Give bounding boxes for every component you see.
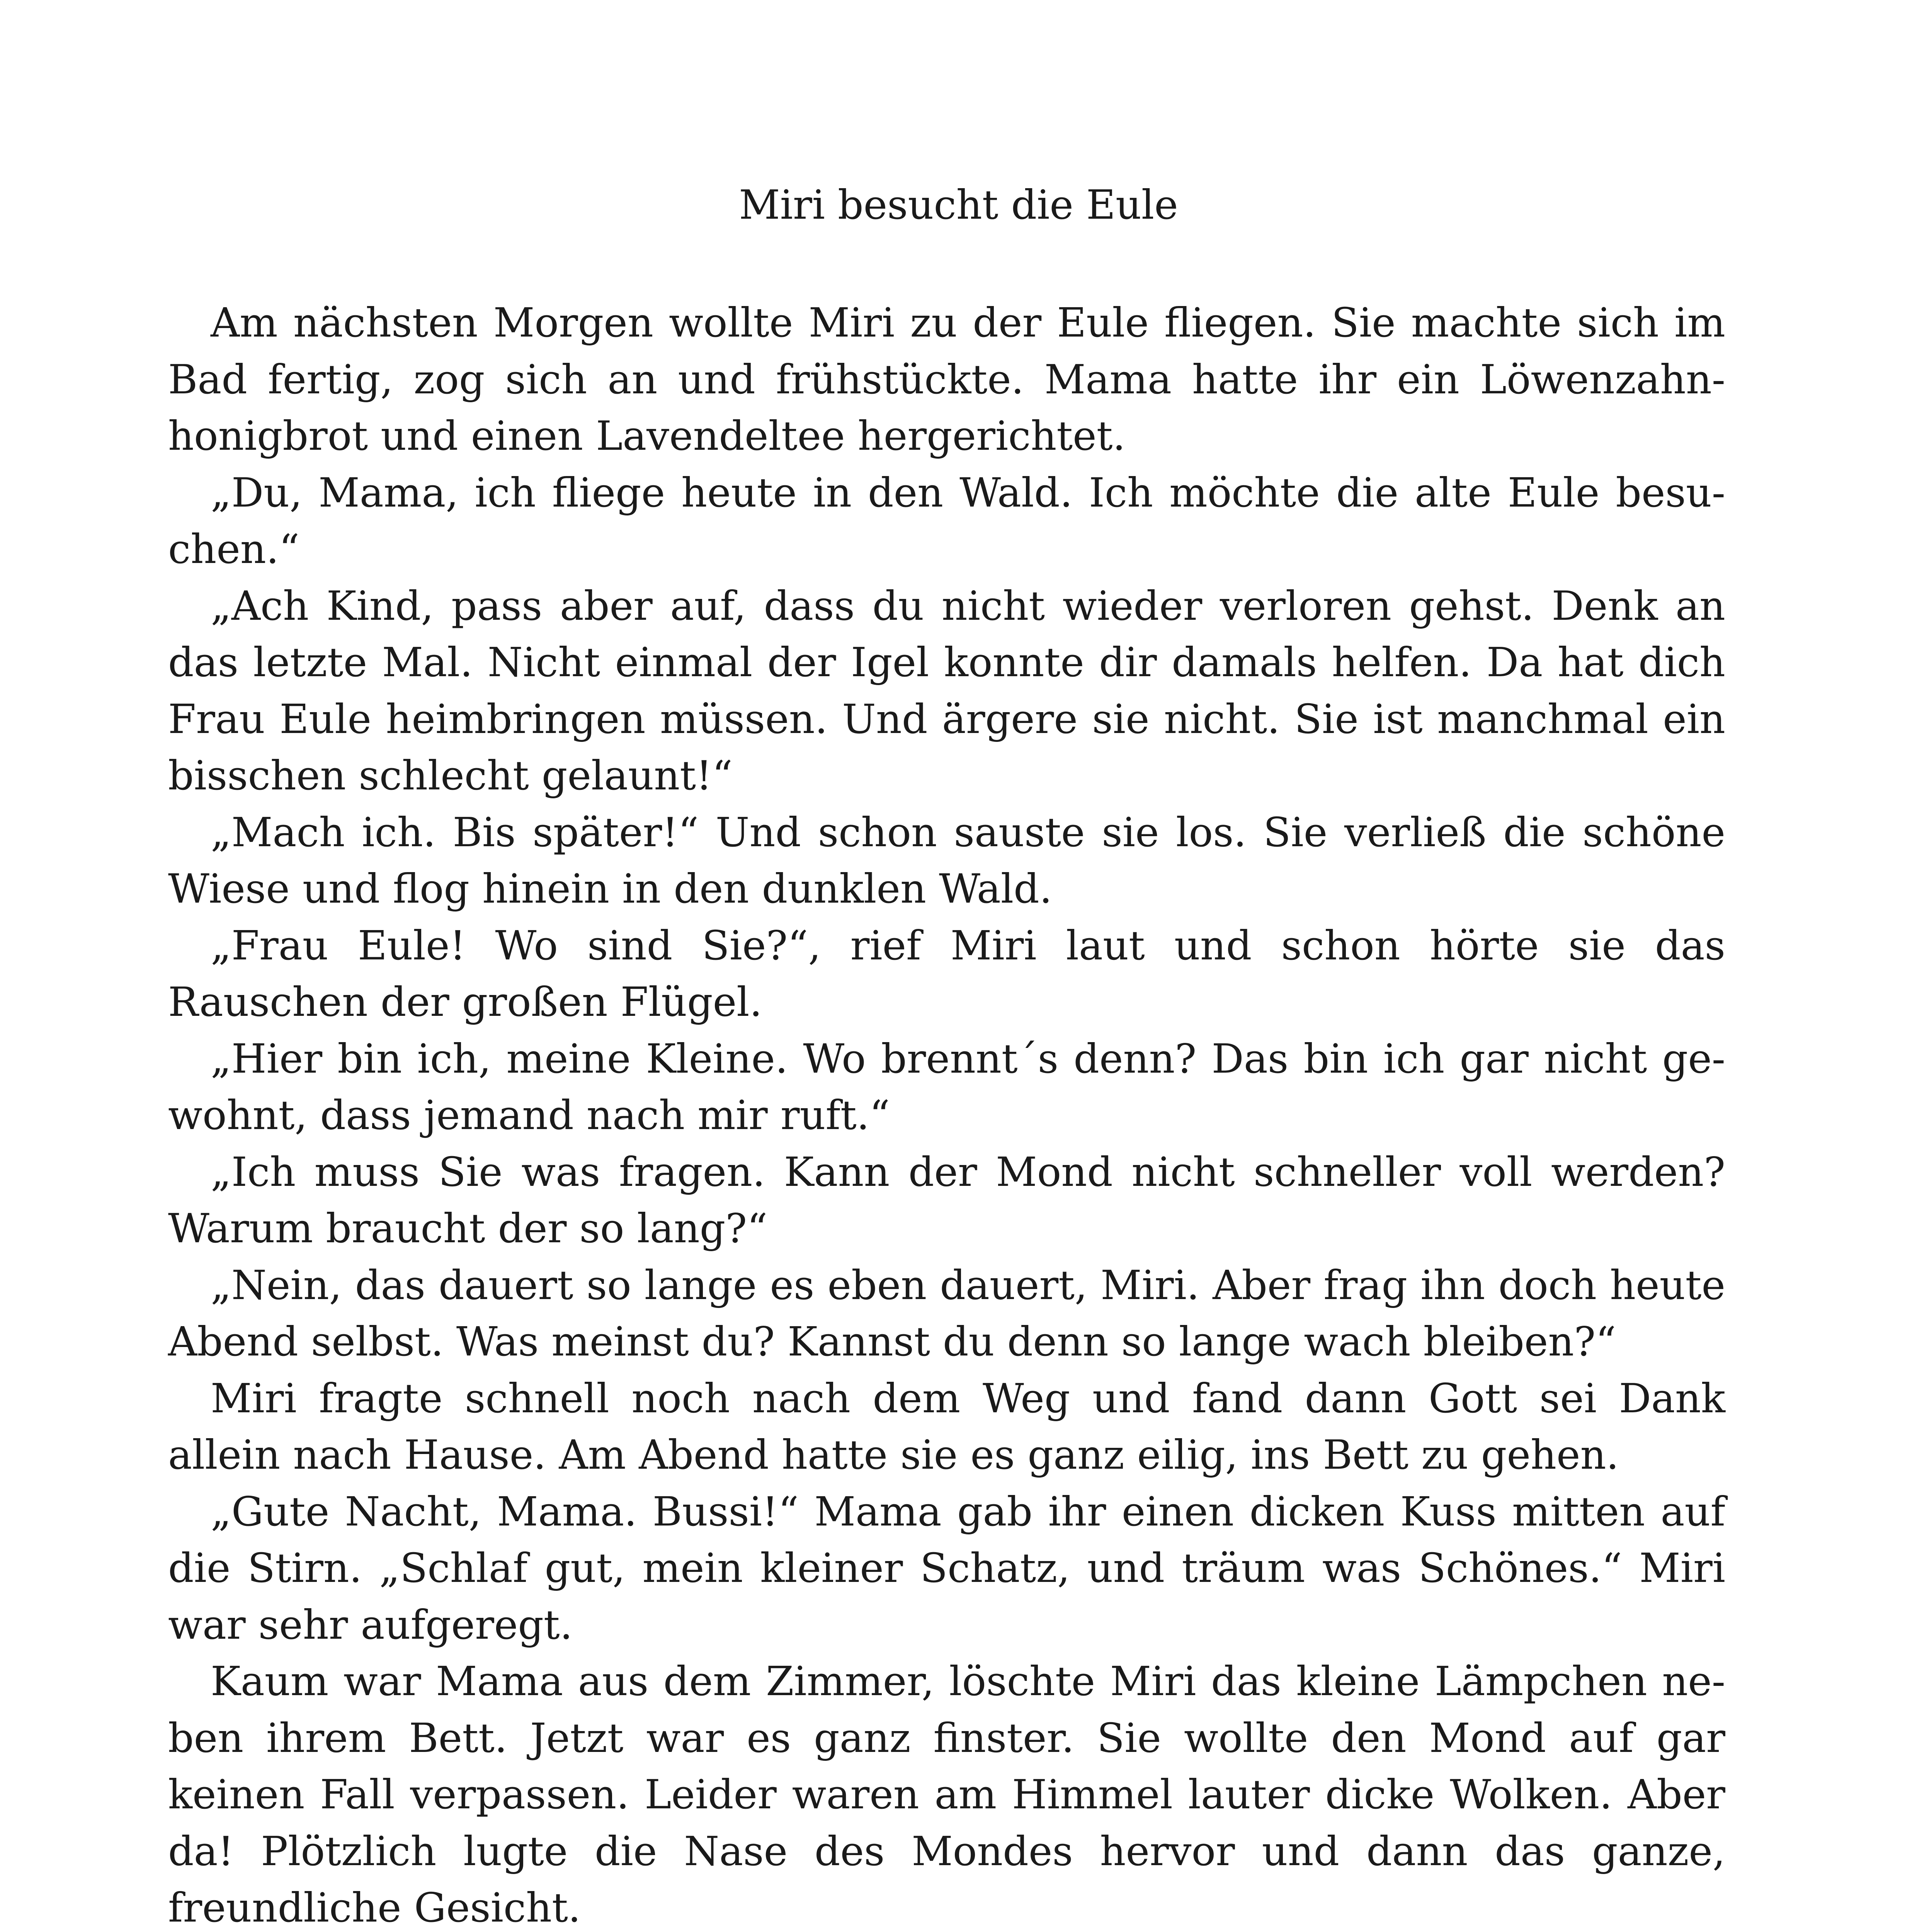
paragraph: „Gute Nacht, Mama. Bussi!“ Mama gab ihr einen dicken Kuss mitten auf die Stirn. „Schlaf gut, mein kleiner Schatz, und träum was Schönes.“ Miri war sehr aufgeregt.: [168, 1488, 1725, 1648]
paragraph: Miri fragte schnell noch nach dem Weg und fand dann Gott sei Dank allein nach Hause. Am Abend hatte sie es ganz eilig, ins Bett zu gehen.: [168, 1374, 1725, 1478]
paragraph: Am nächsten Morgen wollte Miri zu der Eule fliegen. Sie machte sich im Bad fertig, zog sich an und frühstückte. Mama hatte ihr ein Löwenzahnhonigbrot und einen Lavendeltee hergerichtet.: [168, 299, 1725, 459]
paragraph: „Hier bin ich, meine Kleine. Wo brennt´s denn? Das bin ich gar nicht gewohnt, dass jemand nach mir ruft.“: [168, 1035, 1725, 1139]
story-text: [168, 294, 1725, 1932]
paragraph: „Frau Eule! Wo sind Sie?“, rief Miri laut und schon hörte sie das Rauschen der großen Flügel.: [168, 922, 1725, 1026]
paragraph: „Mach ich. Bis später!“ Und schon sauste sie los. Sie verließ die schöne Wiese und flog hinein in den dunklen Wald.: [168, 808, 1725, 912]
paragraph: „Du, Mama, ich fliege heute in den Wald. Ich möchte die alte Eule besuchen.“: [168, 469, 1725, 573]
paragraph: „Nein, das dauert so lange es eben dauert, Miri. Aber frag ihn doch heute Abend selbst. Was meinst du? Kannst du denn so lange wach bleiben?“: [168, 1261, 1725, 1365]
paragraph: Kaum war Mama aus dem Zimmer, löschte Miri das kleine Lämpchen neben ihrem Bett. Jetzt war es ganz finster. Sie wollte den Mond auf gar keinen Fall verpassen. Leider waren am Himmel lauter dicke Wolken. Aber da! Plötzlich lugte die Nase des Mondes hervor und dann das ganze, freundliche Gesicht.: [168, 1658, 1725, 1931]
paragraph: „Ich muss Sie was fragen. Kann der Mond nicht schneller voll werden? Warum braucht der so lang?“: [168, 1148, 1725, 1252]
paragraph: „Ach Kind, pass aber auf, dass du nicht wieder verloren gehst. Denk an das letzte Mal. Nicht einmal der Igel konnte dir damals helfen. Da hat dich Frau Eule heimbringen müssen. Und ärgere sie nicht. Sie ist manchmal ein bisschen schlecht gelaunt!“: [168, 582, 1725, 799]
chapter-title: Miri besucht die Eule: [739, 181, 1178, 228]
